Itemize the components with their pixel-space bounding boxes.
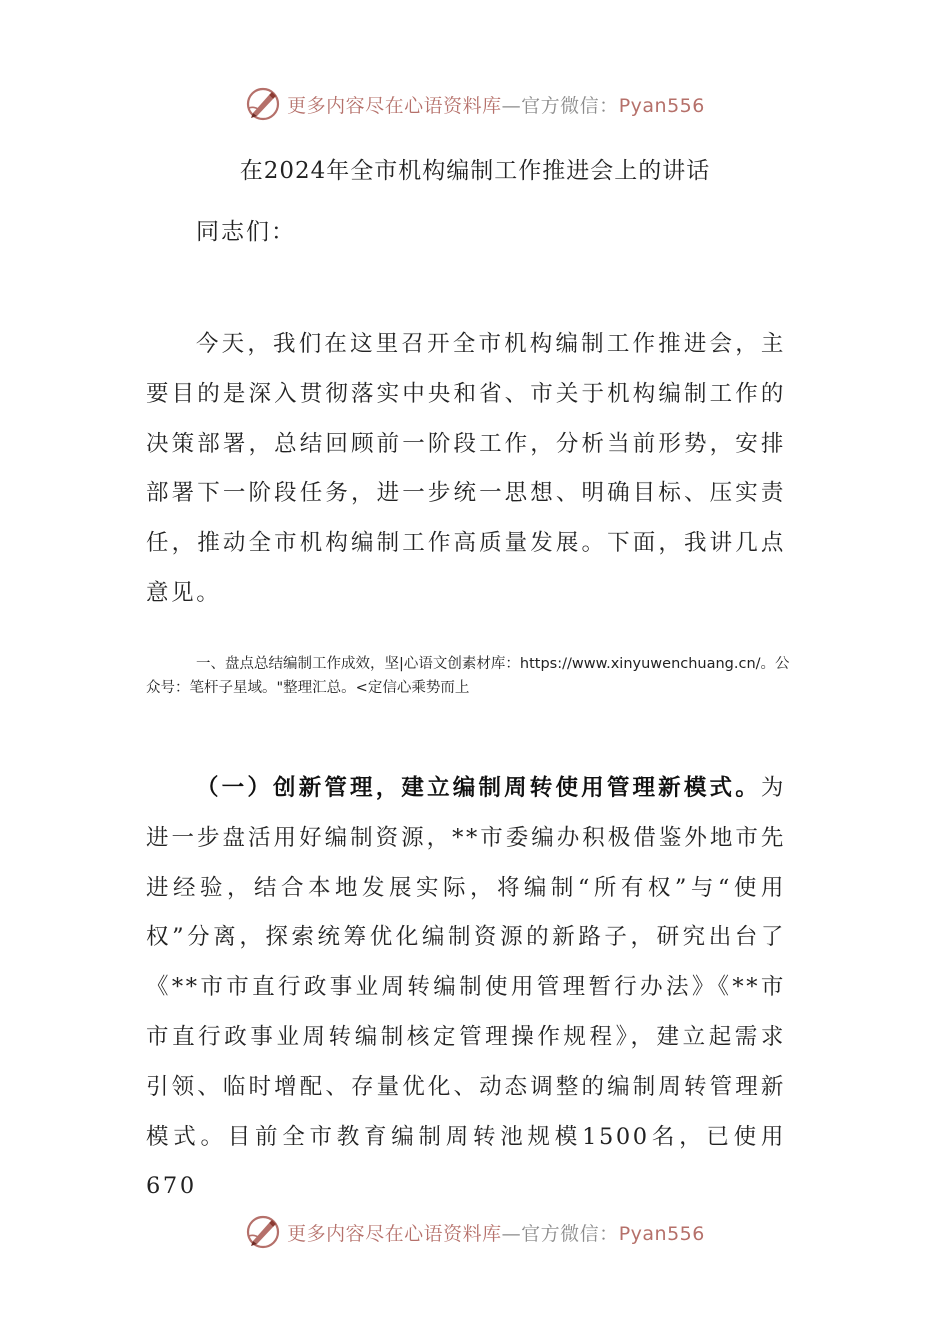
section-heading-note: 一、盘点总结编制工作成效，坚|心语文创素材库：https://www.xinyuwenchuang.cn/。公众号：笔杆子星域。"整理汇总。<定信心乘势而上 (146, 656, 790, 696)
subsection-1-body: 为进一步盘活用好编制资源，**市委编办积极借鉴外地市先进经验，结合本地发展实际，将编制“所有权”与“使用权”分离，探索统筹优化编制资源的新路子，研究出台了《**市市直行政事业周转编制使用管理暂行办法》《**市市直行政事业周转编制核定管理操作规程》，建立起需求引领、临时增配、存量优化、动态调整的编制周转管理新模式。目前全市教育编制周转池规模1500名，已使用670 (146, 775, 786, 1200)
banner-text: 更多内容尽在心语资料库—官方微信：Pyan556 (287, 1222, 705, 1245)
pen-in-circle-logo-icon (245, 86, 281, 122)
subsection-1-heading: （一）创新管理，建立编制周转使用管理新模式。 (196, 775, 761, 801)
document-title: 在2024年全市机构编制工作推进会上的讲话 (239, 158, 711, 184)
pen-in-circle-logo-icon (245, 1214, 281, 1250)
header-banner (0, 80, 950, 128)
footer-banner (0, 1208, 950, 1256)
banner-text: 更多内容尽在心语资料库—官方微信：Pyan556 (287, 94, 705, 117)
greeting: 同志们： (196, 219, 296, 245)
intro-paragraph: 今天，我们在这里召开全市机构编制工作推进会，主要目的是深入贯彻落实中央和省、市关于机构编制工作的决策部署，总结回顾前一阶段工作，分析当前形势，安排部署下一阶段任务，进一步统一思想、明确目标、压实责任，推动全市机构编制工作高质量发展。下面，我讲几点意见。 (146, 331, 786, 606)
subsection-1-paragraph (146, 764, 786, 1212)
